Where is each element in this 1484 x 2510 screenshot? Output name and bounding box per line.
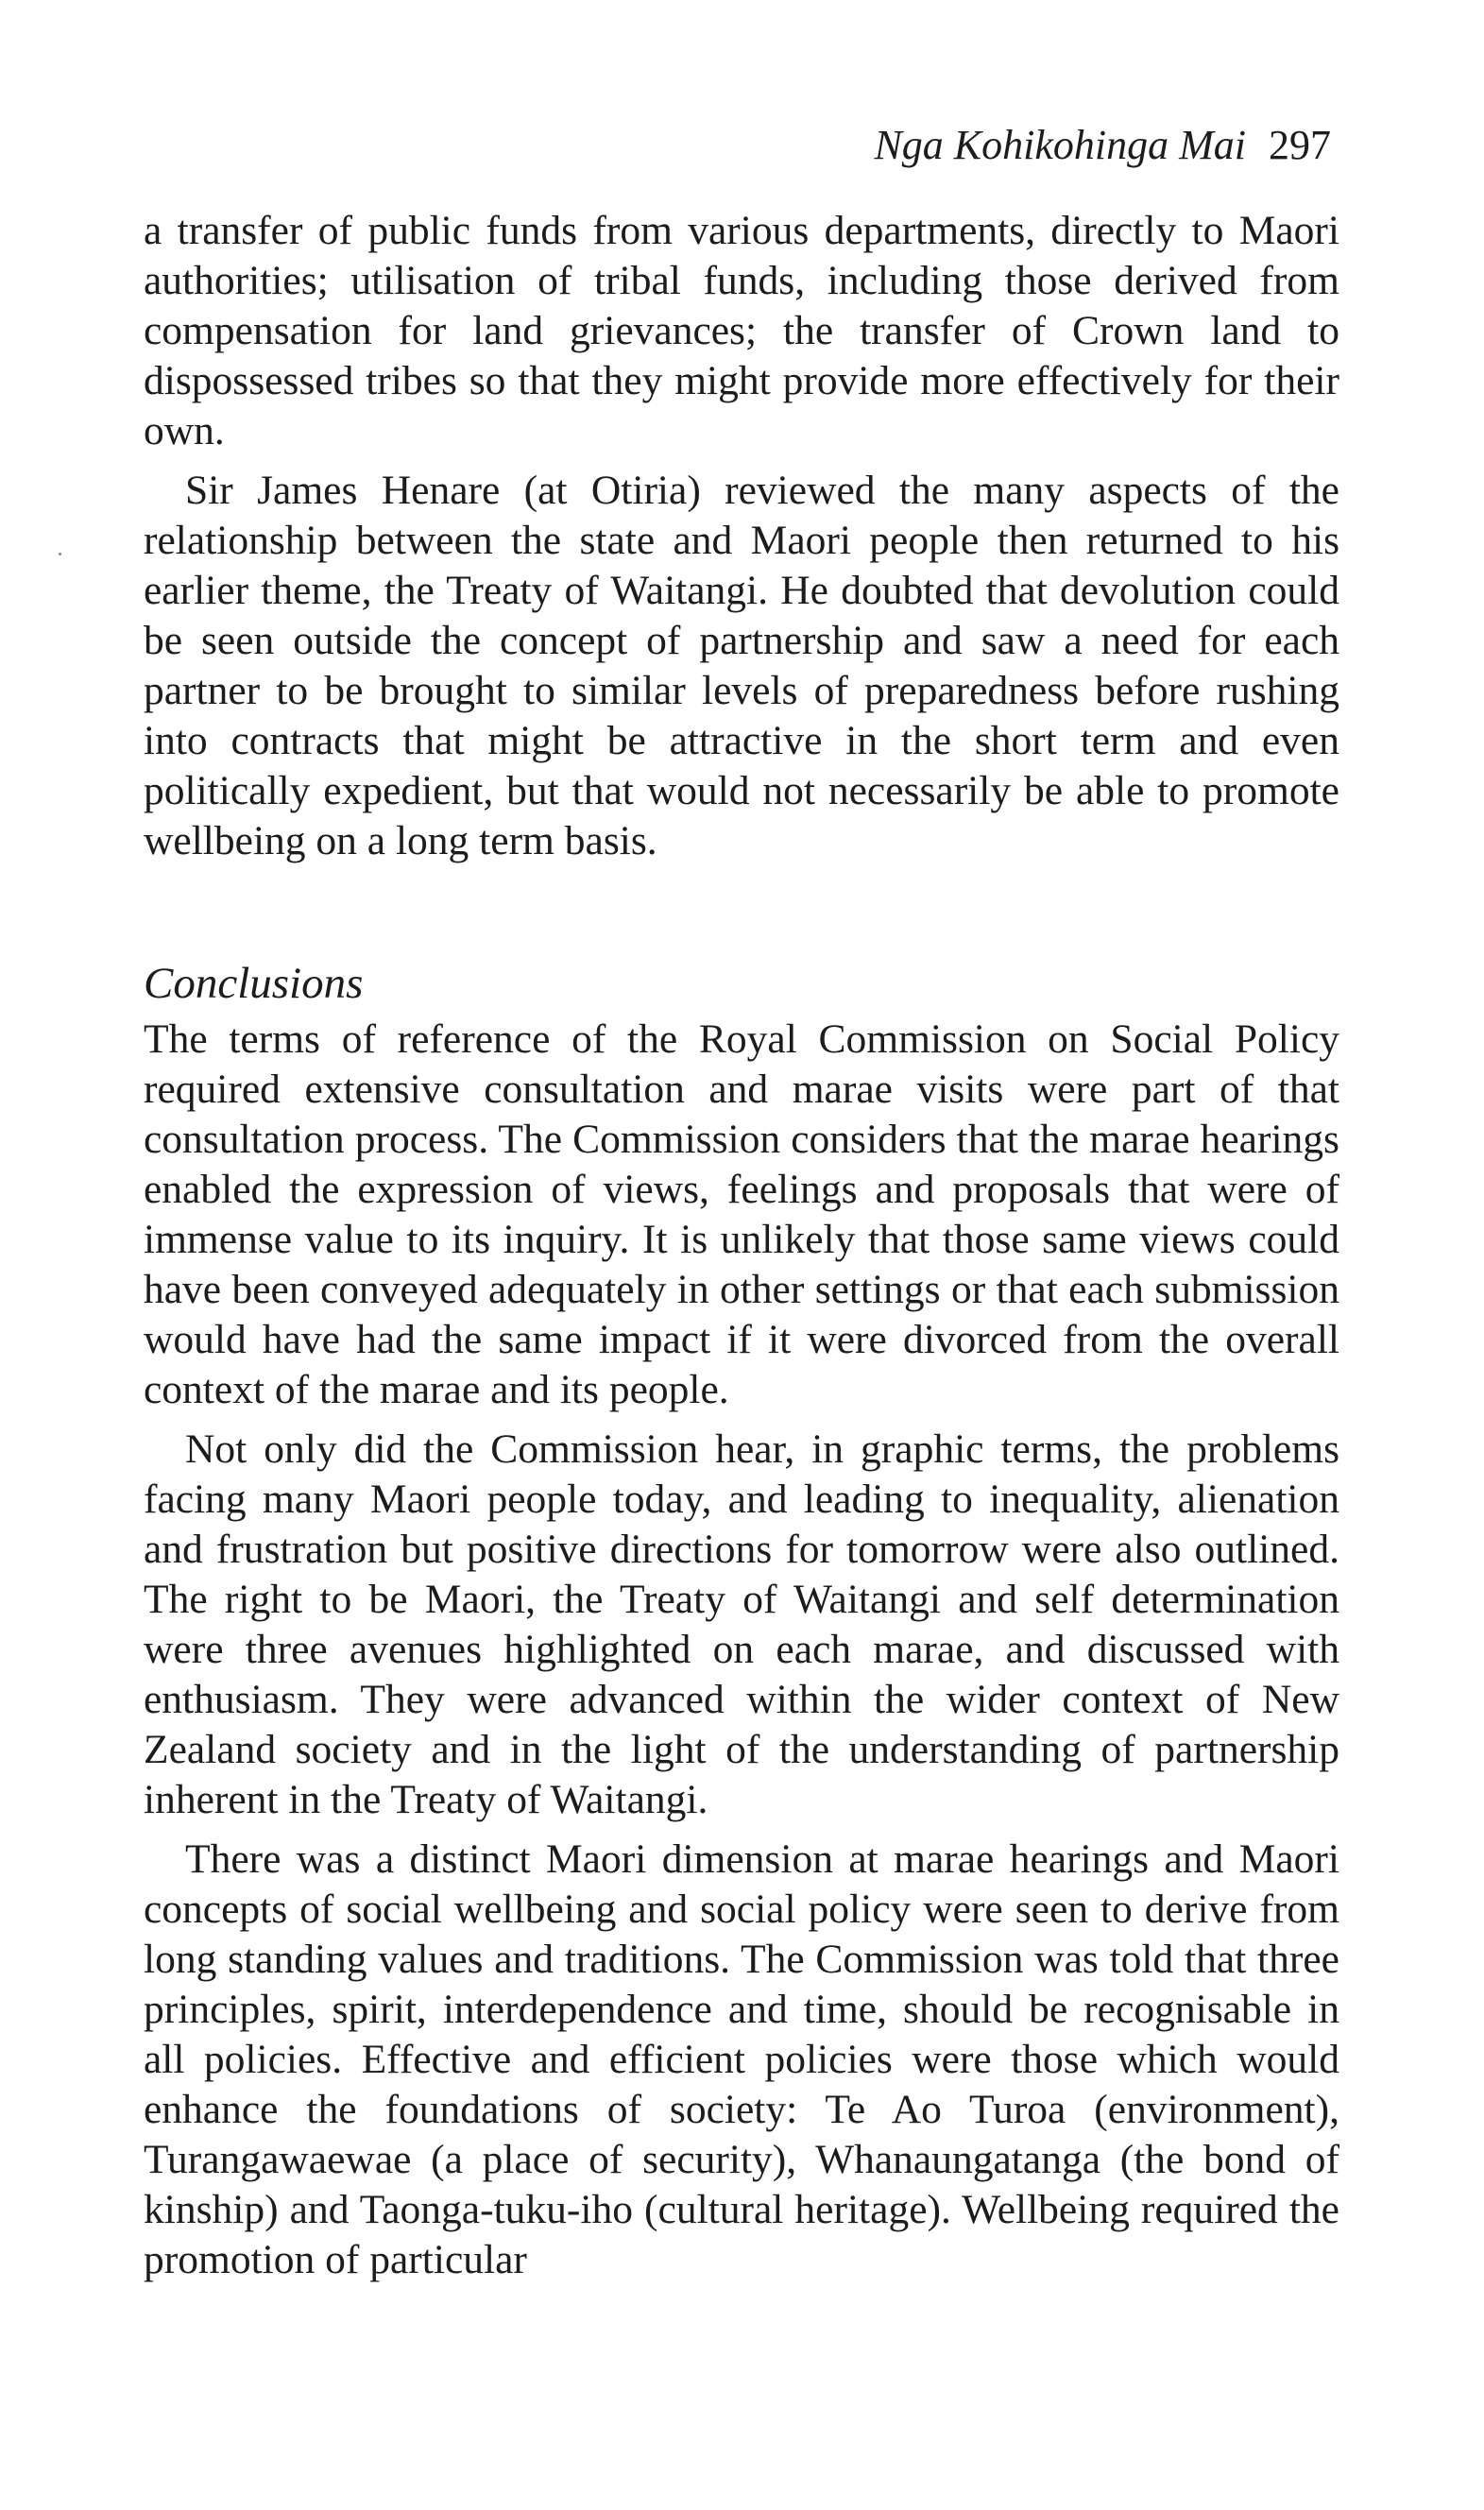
page-number: 297 [1269, 122, 1331, 168]
running-header [874, 121, 1331, 170]
page-body [144, 206, 1339, 2285]
section-heading: Conclusions [144, 959, 364, 1008]
running-title: Nga Kohikohinga Mai [874, 122, 1246, 168]
paragraph-continued: a transfer of public funds from various departments, directly to Maori authorities; utilisation of tribal funds, including those derived from compensation for land grievances; the transfer of Crown land to dispossessed tribes so that they might provide more effectively for their own. [144, 208, 1339, 453]
paragraph: There was a distinct Maori dimension at marae hearings and Maori concepts of social wellbeing and social policy were seen to derive from long standing values and traditions. The Commission was told that three principles, spirit, interdependence and time, should be recognisable in all policies. Effective and efficient policies were those which would enhance the foundations of society: Te Ao Turoa (environment), Turangawaewae (a place of security), Whanaungatanga (the bond of kinship) and Taonga-tuku-iho (cultural heritage). Wellbeing required the promotion of particular [144, 1836, 1339, 2282]
paragraph: Not only did the Commission hear, in graphic terms, the problems facing many Maori people today, and leading to inequality, alienation and frustration but positive directions for tomorrow were also outlined. The right to be Maori, the Treaty of Waitangi and self determination were three avenues highlighted on each marae, and discussed with enthusiasm. They were advanced within the wider context of New Zealand society and in the light of the understanding of partnership inherent in the Treaty of Waitangi. [144, 1426, 1339, 1822]
stray-ink-mark [59, 553, 61, 555]
paragraph: The terms of reference of the Royal Commission on Social Policy required extensive consultation and marae visits were part of that consultation process. The Commission considers that the marae hearings enabled the expression of views, feelings and proposals that were of immense value to its inquiry. It is unlikely that those same views could have been conveyed adequately in other settings or that each submission would have had the same impact if it were divorced from the overall context of the marae and its people. [144, 1016, 1339, 1412]
paragraph: Sir James Henare (at Otiria) reviewed the many aspects of the relationship between the state and Maori people then returned to his earlier theme, the Treaty of Waitangi. He doubted that devolution could be seen outside the concept of partnership and saw a need for each partner to be brought to similar levels of preparedness before rushing into contracts that might be attractive in the short term and even politically expedient, but that would not necessarily be able to promote wellbeing on a long term basis. [144, 468, 1339, 863]
